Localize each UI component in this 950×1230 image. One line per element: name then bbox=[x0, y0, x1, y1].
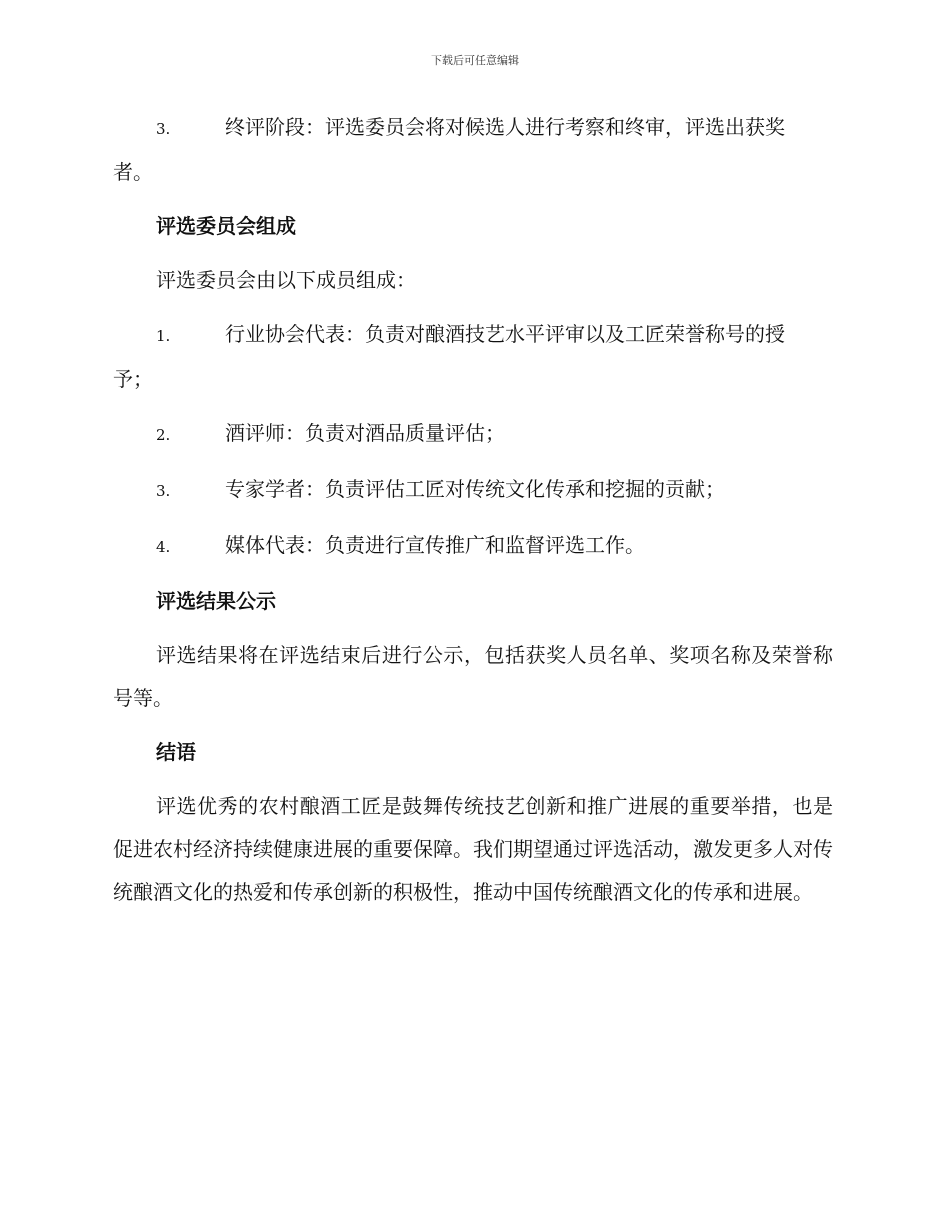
document-body bbox=[113, 106, 833, 925]
section-heading-conclusion: 结语 bbox=[156, 740, 196, 764]
page-header: 下载后可任意编辑 bbox=[431, 54, 519, 67]
list-item-member-2 bbox=[113, 412, 833, 457]
list-number: 1. bbox=[156, 327, 171, 345]
list-text: 专家学者：负责评估工匠对传统文化传承和挖掘的贡献； bbox=[225, 477, 725, 501]
list-item-member-4 bbox=[113, 524, 833, 569]
list-text: 行业协会代表：负责对酿酒技艺水平评审以及工匠荣誉称号的授 bbox=[225, 322, 785, 346]
list-number: 4. bbox=[156, 538, 171, 556]
conclusion-paragraph: 评选优秀的农村酿酒工匠是鼓舞传统技艺创新和推广进展的重要举措，也是促进农村经济持续健康进展的重要保障。我们期望通过评选活动，激发更多人对传统酿酒文化的热爱和传承创新的积极性，推动中国传统酿酒文化的传承和进展。 bbox=[113, 794, 833, 904]
list-number: 3. bbox=[156, 482, 171, 500]
committee-intro: 评选委员会由以下成员组成： bbox=[156, 268, 416, 292]
list-item-member-3 bbox=[113, 468, 833, 513]
section-heading-committee: 评选委员会组成 bbox=[156, 214, 296, 238]
list-text-continuation: 者。 bbox=[113, 160, 153, 184]
list-number: 2. bbox=[156, 426, 171, 444]
list-text: 媒体代表：负责进行宣传推广和监督评选工作。 bbox=[225, 533, 645, 557]
list-text-continuation: 予； bbox=[113, 367, 153, 391]
list-text: 酒评师：负责对酒品质量评估； bbox=[225, 421, 505, 445]
list-item-member-1 bbox=[113, 313, 833, 401]
section-heading-results: 评选结果公示 bbox=[156, 589, 276, 613]
list-text: 终评阶段：评选委员会将对候选人进行考察和终审，评选出获奖 bbox=[225, 115, 785, 139]
list-number: 3. bbox=[156, 120, 171, 138]
results-paragraph: 评选结果将在评选结束后进行公示，包括获奖人员名单、奖项名称及荣誉称号等。 bbox=[113, 643, 833, 710]
list-item-final-stage bbox=[113, 106, 833, 194]
